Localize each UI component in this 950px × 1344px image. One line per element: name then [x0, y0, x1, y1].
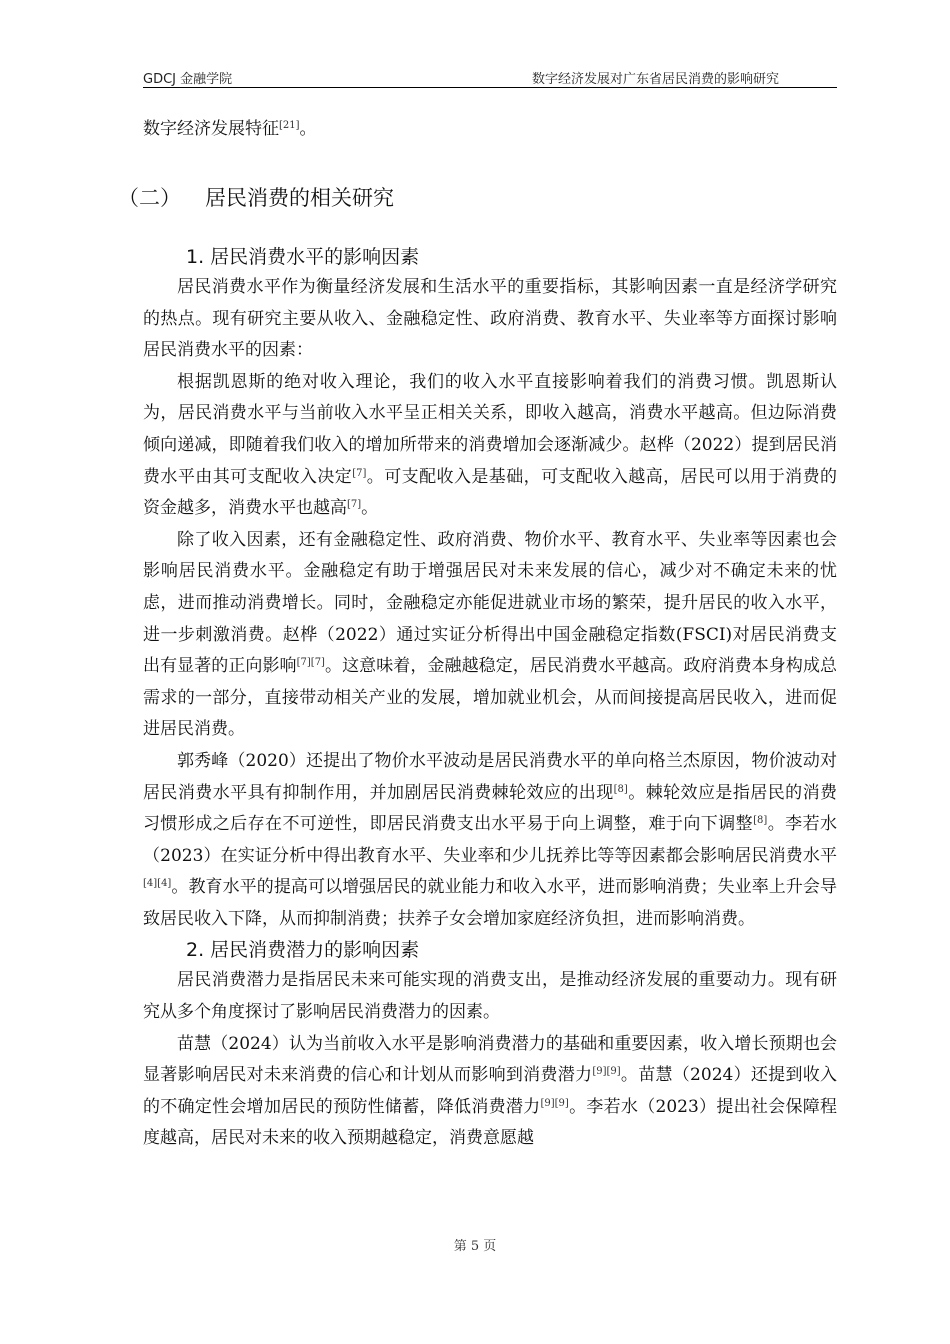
- p3-text-b: 。这意味着，金融越稳定，居民消费水平越高。政府消费本身构成总需求的一部分，直接带动相关产业的发展，增加就业机会，从而间接提高居民收入，进而促进居民消费。: [143, 656, 838, 740]
- p2-text-a: 根据凯恩斯的绝对收入理论，我们的收入水平直接影响着我们的消费习惯。凯恩斯认为，居民消费水平与当前收入水平呈正相关关系，即收入越高，消费水平越高。但边际消费倾向递减，即随着我们收入的增加所带来的消费增加会逐渐减少。赵桦（2022）提到居民消费水平由其可支配收入决定: [143, 371, 837, 487]
- citation: [7]: [347, 499, 362, 511]
- document-body-main: [143, 242, 837, 1155]
- section-number: （二）: [118, 186, 181, 210]
- paragraph-1: 居民消费水平作为衡量经济发展和生活水平的重要指标，其影响因素一直是经济学研究的热点。现有研究主要从收入、金融稳定性、政府消费、教育水平、失业率等方面探讨影响居民消费水平的因素：: [143, 277, 837, 361]
- p6-text-b: 。苗慧（2024）还提到收入的不确定性会增加居民的预防性储蓄，降低消费潜力: [143, 1065, 838, 1117]
- intro-text: 数字经济发展特征: [143, 119, 279, 139]
- paragraph-2: [143, 367, 837, 525]
- section-title: 居民消费的相关研究: [205, 186, 394, 210]
- paragraph-6: [143, 1029, 837, 1155]
- citation: [8]: [613, 783, 628, 795]
- p4-text-a: 郭秀峰（2020）还提出了物价水平波动是居民消费水平的单向格兰杰原因，物价波动对居民消费水平具有抑制作用，并加剧居民消费棘轮效应的出现: [143, 750, 837, 803]
- citation: [9][9]: [592, 1066, 621, 1078]
- intro-line: [143, 114, 837, 146]
- p2-text-b: 。可支配收入是基础，可支配收入越高，居民可以用于消费的资金越多，消费水平也越高: [143, 466, 838, 519]
- citation: [7]: [352, 467, 367, 479]
- subsection-1-heading: 1. 居民消费水平的影响因素: [186, 246, 420, 268]
- citation: [8]: [753, 815, 768, 827]
- citation: [4][4]: [143, 878, 172, 890]
- p3-text-a: 除了收入因素，还有金融稳定性、政府消费、物价水平、教育水平、失业率等因素也会影响居民消费水平。金融稳定有助于增强居民对未来发展的信心，减少对不确定未来的忧虑，进而推动消费增长。同时，金融稳定亦能促进就业市场的繁荣，提升居民的收入水平，进一步刺激消费。赵桦（2022）通过实证分析得出中国金融稳定指数(FSCI)对居民消费支出有显著的正向影响: [143, 529, 837, 677]
- paragraph-3: [143, 525, 837, 746]
- page-header: [143, 66, 837, 88]
- p4-text-b: 。棘轮效应是指居民的消费习惯形成之后存在不可逆性，即居民消费支出水平易于向上调整，难于向下调整: [143, 782, 838, 835]
- header-rule: [143, 87, 837, 88]
- citation: [21]: [279, 120, 300, 131]
- citation: [7][7]: [296, 657, 325, 669]
- header-left: GDCJ 金融学院: [143, 72, 233, 87]
- section-heading: [118, 182, 394, 212]
- document-body: [143, 114, 837, 146]
- p4-text-c: 。李若水（2023）在实证分析中得出教育水平、失业率和少儿抚养比等等因素都会影响居民消费水平: [143, 814, 838, 866]
- p6-text-a: 苗慧（2024）认为当前收入水平是影响消费潜力的基础和重要因素，收入增长预期也会显著影响居民对未来消费的信心和计划从而影响到消费潜力: [143, 1033, 837, 1086]
- paragraph-4: [143, 746, 837, 936]
- page-number: 第 5 页: [453, 1239, 497, 1254]
- subsection-2-heading: 2. 居民消费潜力的影响因素: [186, 939, 420, 962]
- p4-text-d: 。教育水平的提高可以增强居民的就业能力和收入水平，进而影响消费；失业率上升会导致居民收入下降，从而抑制消费；扶养子女会增加家庭经济负担，进而影响消费。: [143, 877, 837, 929]
- intro-end: 。: [299, 119, 317, 139]
- header-right: 数字经济发展对广东省居民消费的影响研究: [531, 72, 779, 87]
- p6-text-c: 。李若水（2023）提出社会保障程度越高，居民对未来的收入预期越稳定，消费意愿越: [143, 1096, 838, 1149]
- p2-text-c: 。: [361, 498, 379, 519]
- paragraph-5: 居民消费潜力是指居民未来可能实现的消费支出，是推动经济发展的重要动力。现有研究从多个角度探讨了影响居民消费潜力的因素。: [143, 970, 837, 1023]
- citation: [9][9]: [540, 1097, 569, 1109]
